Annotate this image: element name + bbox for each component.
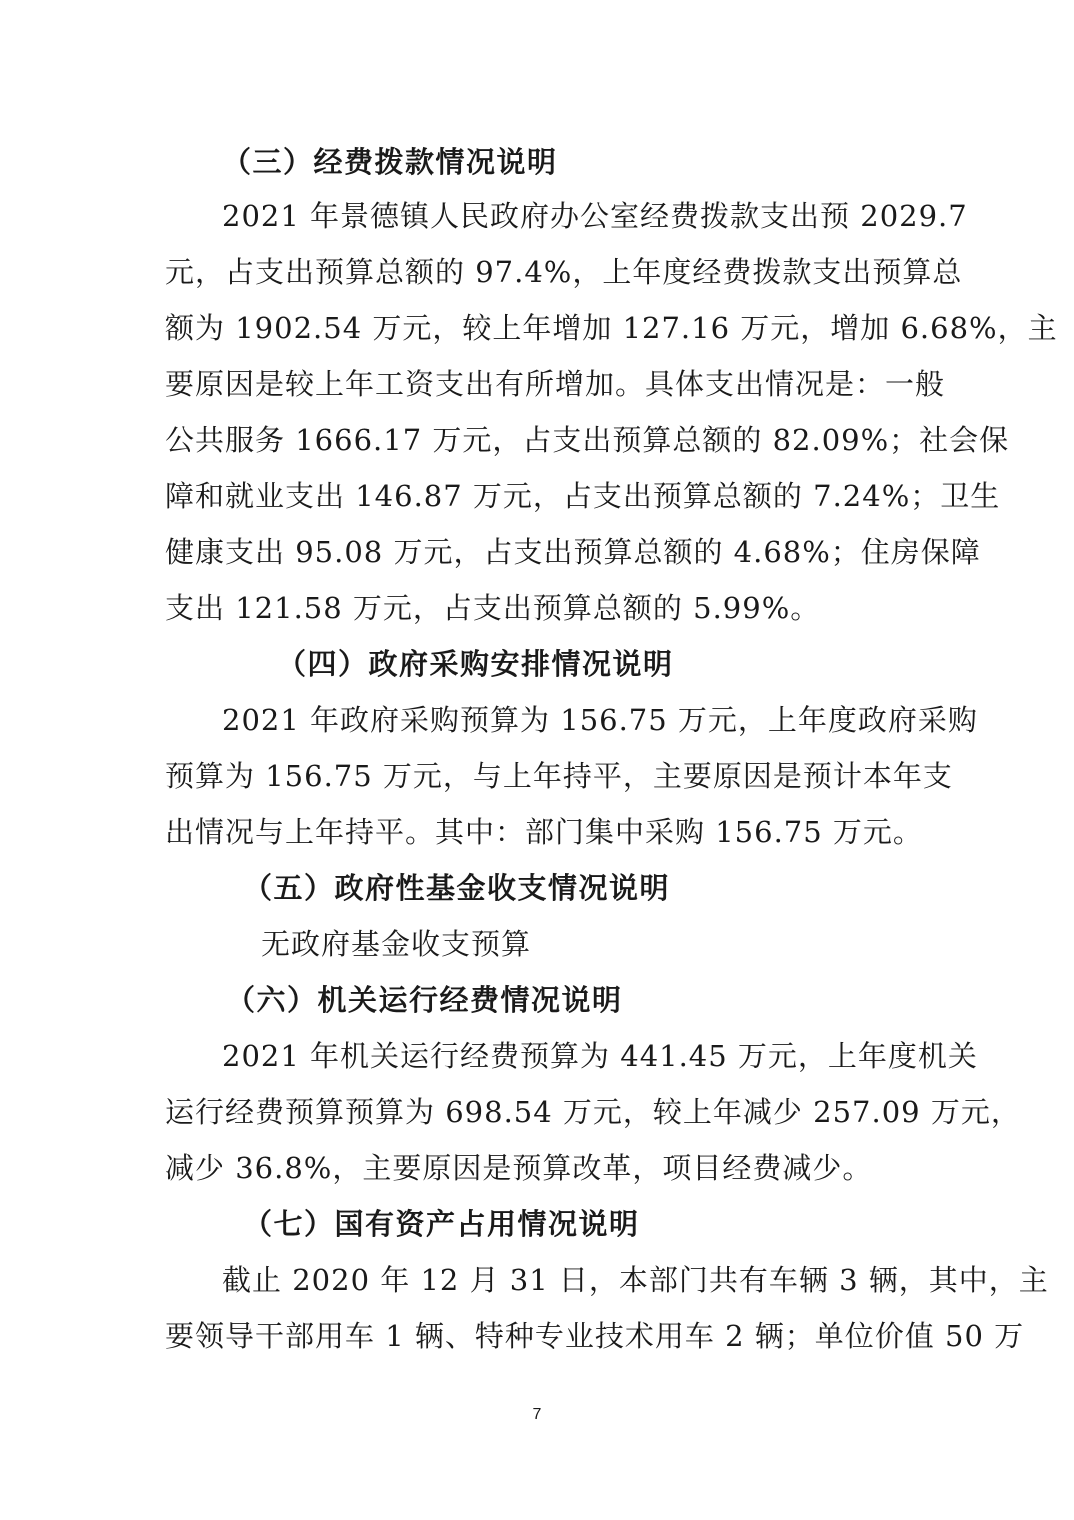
paragraph-line: 支出 121.58 万元，占支出预算总额的 5.99%。 [165,591,821,625]
paragraph-line: 要领导干部用车 1 辆、特种专业技术用车 2 辆；单位价值 50 万 [165,1319,1025,1353]
paragraph-line: 健康支出 95.08 万元，占支出预算总额的 4.68%；住房保障 [165,535,981,569]
paragraph-line: 2021 年景德镇人民政府办公室经费拨款支出预 2029.7 [222,199,968,233]
paragraph-line: 截止 2020 年 12 月 31 日，本部门共有车辆 3 辆，其中，主 [222,1263,1049,1297]
section-5-heading: （五）政府性基金收支情况说明 [243,871,671,905]
paragraph-line: 公共服务 1666.17 万元，占支出预算总额的 82.09%；社会保 [165,423,1010,457]
paragraph-line: 出情况与上年持平。其中：部门集中采购 156.75 万元。 [165,815,923,849]
paragraph-line: 运行经费预算预算为 698.54 万元，较上年减少 257.09 万元， [165,1095,1021,1129]
paragraph-line: 2021 年政府采购预算为 156.75 万元，上年度政府采购 [222,703,978,737]
paragraph-line: 要原因是较上年工资支出有所增加。具体支出情况是：一般 [165,367,946,401]
paragraph-line: 预算为 156.75 万元，与上年持平，主要原因是预计本年支 [165,759,953,793]
section-3-heading: （三）经费拨款情况说明 [222,145,558,179]
paragraph-line: 元，占支出预算总额的 97.4%，上年度经费拨款支出预算总 [165,255,963,289]
paragraph-line: 障和就业支出 146.87 万元，占支出预算总额的 7.24%；卫生 [165,479,1001,513]
page-number: 7 [532,1406,542,1423]
paragraph-line: 无政府基金收支预算 [261,927,532,961]
paragraph-line: 2021 年机关运行经费预算为 441.45 万元，上年度机关 [222,1039,978,1073]
section-4-heading: （四）政府采购安排情况说明 [277,647,674,681]
section-7-heading: （七）国有资产占用情况说明 [243,1207,640,1241]
paragraph-line: 减少 36.8%，主要原因是预算改革，项目经费减少。 [165,1151,873,1185]
section-6-heading: （六）机关运行经费情况说明 [226,983,623,1017]
paragraph-line: 额为 1902.54 万元，较上年增加 127.16 万元，增加 6.68%，主 [165,311,1058,345]
